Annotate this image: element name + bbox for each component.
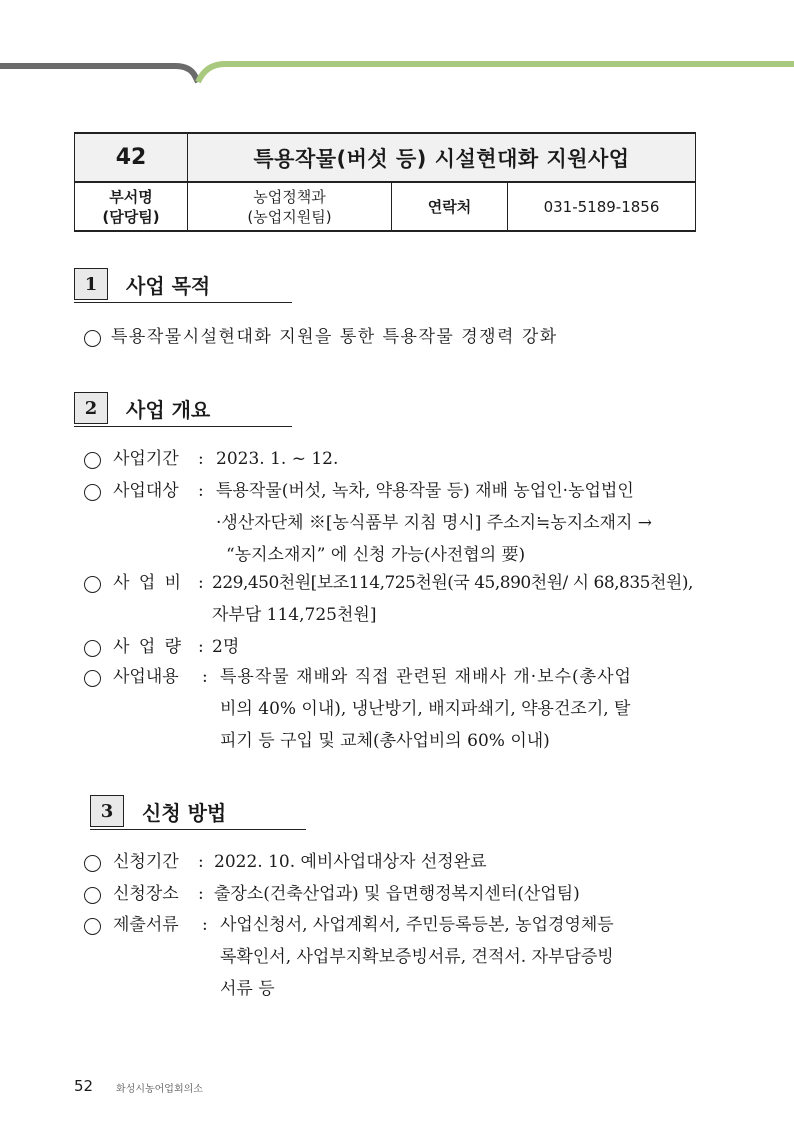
bullet-circle-icon [84, 576, 101, 593]
budget-label: 사 업 비 [113, 573, 184, 593]
period-label: 사업기간 [113, 449, 179, 469]
dept-value-line1: 농업정책과 [253, 187, 326, 206]
program-title: 특용작물(버섯 등) 시설현대화 지원사업 [188, 133, 696, 182]
apply-place-label: 신청장소 [113, 884, 179, 904]
docs-line-3: 서류 등 [220, 979, 275, 999]
dept-label-line1: 부서명 [109, 187, 153, 206]
apply-place-value: 출장소(건축산업과) 및 읍면행정복지센터(산업팀) [214, 884, 580, 904]
colon: : [198, 573, 204, 593]
dept-value [188, 182, 392, 231]
docs-label: 제출서류 [113, 915, 179, 935]
budget-line-1: 229,450천원[보조114,725천원(국 45,890천원/ 시 68,835천원), [212, 573, 693, 593]
content-line-1: 특용작물 재배와 직접 관련된 재배사 개·보수(총사업 [220, 667, 632, 687]
colon: : [202, 915, 208, 935]
header-decoration [0, 0, 794, 90]
apply-period-label: 신청기간 [113, 852, 179, 872]
dept-value-line2: (농업지원팀) [247, 207, 332, 226]
target-line-1: 특용작물(버섯, 녹차, 약용작물 등) 재배 농업인·농업법인 [216, 481, 634, 501]
docs-line-1: 사업신청서, 사업계획서, 주민등록등본, 농업경영체등 [220, 915, 614, 935]
bullet-circle-icon [84, 330, 101, 347]
target-line-2: ·생산자단체 ※[농식품부 지침 명시] 주소지≒농지소재지 → [216, 513, 653, 533]
period-value: 2023. 1. ~ 12. [216, 449, 339, 469]
program-number: 42 [75, 133, 188, 182]
section-title: 신청 방법 [142, 801, 227, 825]
section-underline [74, 302, 292, 303]
bullet-circle-icon [84, 855, 101, 872]
page-number: 52 [74, 1077, 94, 1095]
colon: : [202, 667, 208, 687]
budget-line-2: 자부담 114,725천원] [212, 605, 377, 625]
dept-label-line2: (담당팀) [102, 207, 160, 226]
section-underline [74, 426, 292, 427]
contact-label: 연락처 [392, 182, 508, 231]
bullet-circle-icon [84, 887, 101, 904]
bullet-circle-icon [84, 640, 101, 657]
purpose-text: 특용작물시설현대화 지원을 통한 특용작물 경쟁력 강화 [111, 327, 558, 347]
colon: : [198, 884, 204, 904]
content-line-3: 피기 등 구입 및 교체(총사업비의 60% 이내) [220, 731, 550, 751]
content-line-2: 비의 40% 이내), 냉난방기, 배지파쇄기, 약용건조기, 탈 [220, 699, 631, 719]
contact-value: 031-5189-1856 [508, 182, 696, 231]
bullet-circle-icon [84, 452, 101, 469]
program-info-table [74, 132, 696, 232]
section-title: 사업 목적 [126, 274, 211, 298]
target-label: 사업대상 [113, 481, 179, 501]
section-3-heading [90, 795, 306, 831]
section-1-heading [74, 268, 292, 304]
bullet-circle-icon [84, 484, 101, 501]
colon: : [198, 449, 204, 469]
section-number: 1 [74, 268, 108, 300]
section-number: 3 [90, 795, 124, 827]
bullet-circle-icon [84, 918, 101, 935]
section-2-heading [74, 392, 292, 428]
section-title: 사업 개요 [126, 398, 211, 422]
colon: : [198, 481, 204, 501]
dept-label [75, 182, 188, 231]
footer-organization: 화성시농어업회의소 [116, 1084, 203, 1095]
colon: : [198, 637, 204, 657]
content-label: 사업내용 [113, 667, 179, 687]
volume-value: 2명 [212, 637, 240, 657]
target-line-3: “농지소재지” 에 신청 가능(사전협의 要) [226, 545, 526, 565]
apply-period-value: 2022. 10. 예비사업대상자 선정완료 [214, 852, 487, 872]
volume-label: 사 업 량 [113, 637, 184, 657]
bullet-circle-icon [84, 670, 101, 687]
section-underline [90, 829, 306, 830]
docs-line-2: 록확인서, 사업부지확보증빙서류, 견적서. 자부담증빙 [220, 947, 614, 967]
colon: : [198, 852, 204, 872]
section-number: 2 [74, 392, 108, 424]
